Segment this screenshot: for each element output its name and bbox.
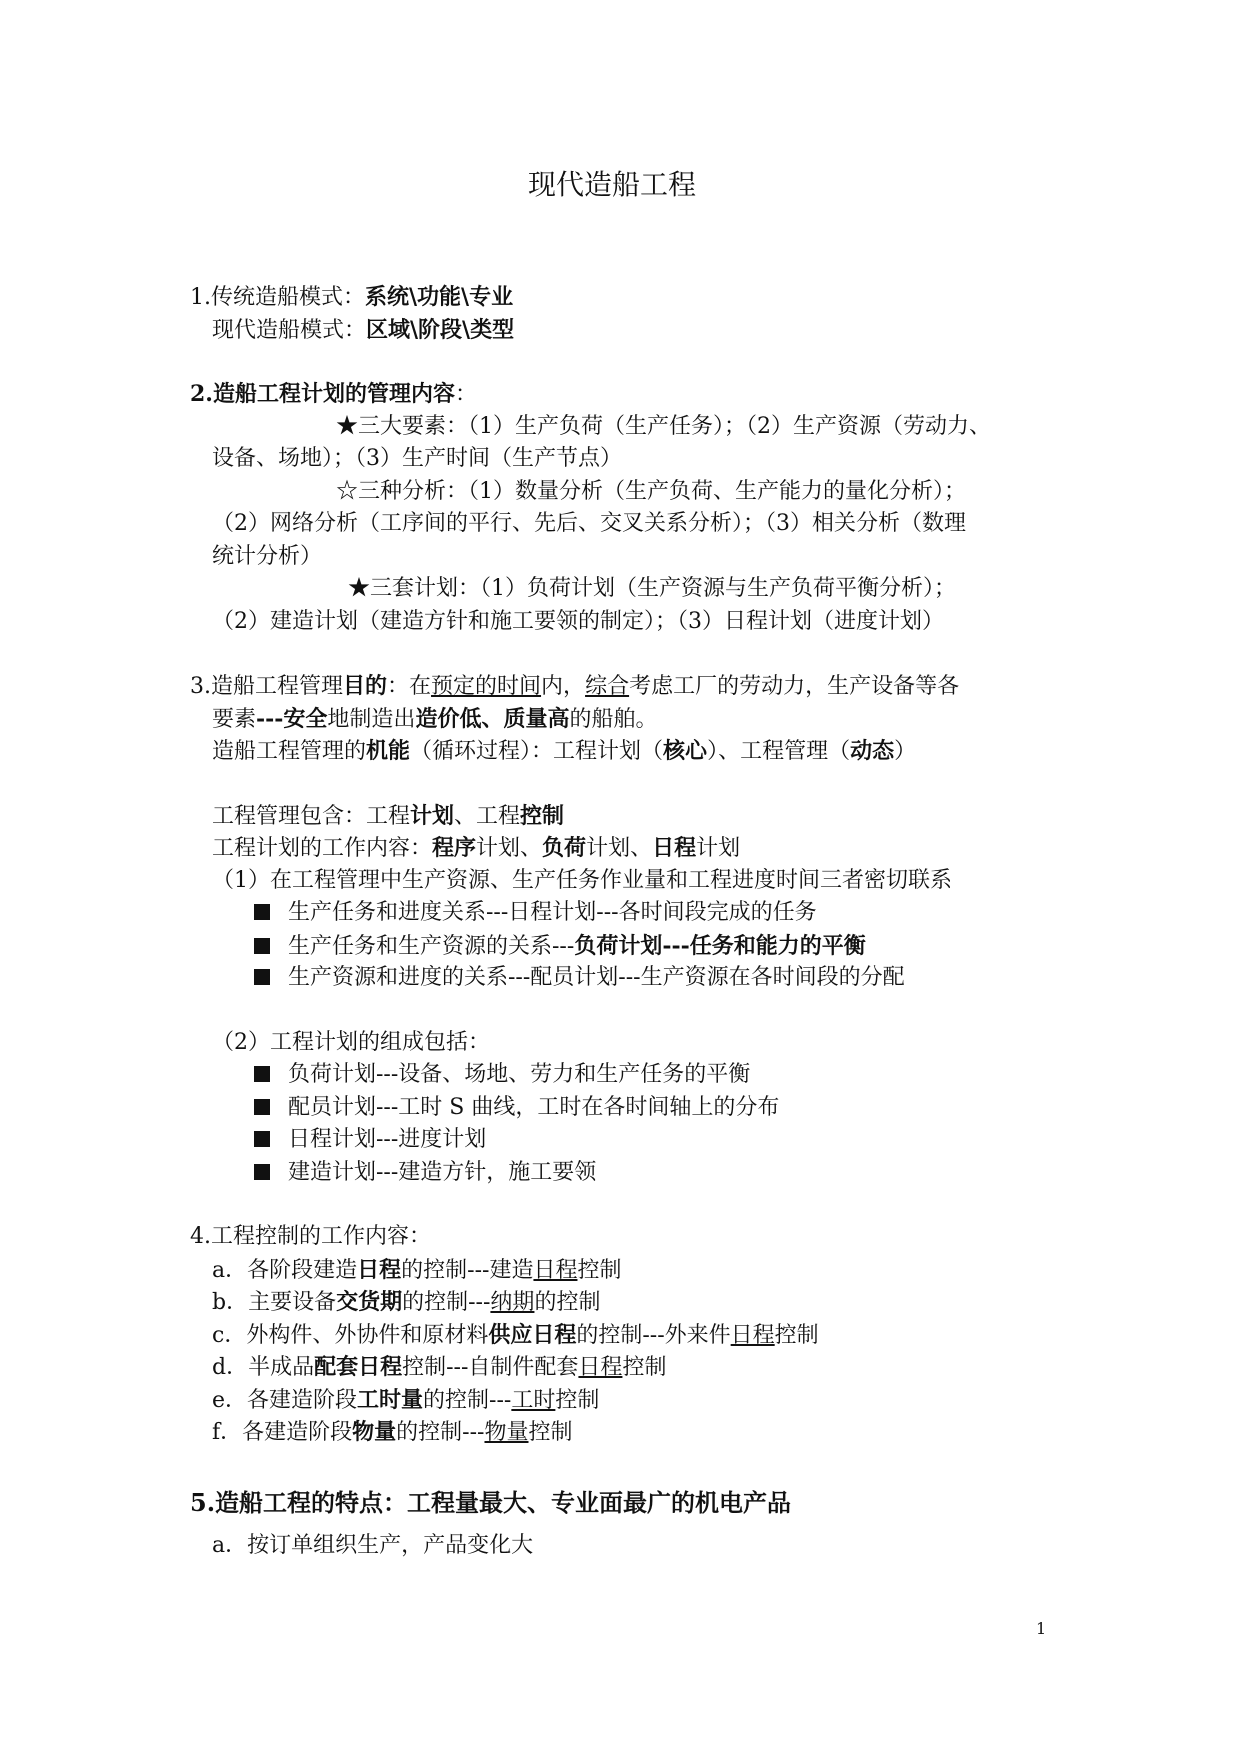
section-3-line-5: 工程计划的工作内容：程序计划、负荷计划、日程计划 [212,835,741,861]
section-2-elements-line-1: ★三大要素：（1）生产负荷（生产任务）；（2）生产资源（劳动力、 [336,414,991,439]
square-bullet-icon [254,1164,270,1180]
section-2-plans-line-1: ★三套计划：（1）负荷计划（生产资源与生产负荷平衡分析）； [348,576,956,601]
section-2-analysis-line-2: （2）网络分析（工序间的平行、先后、交叉关系分析）；（3）相关分析（数理 [212,511,966,536]
bullet-item: 生产资源和进度的关系---配员计划---生产资源在各时间段的分配 [254,962,905,994]
section-4-heading: 4.工程控制的工作内容： [190,1224,431,1249]
section-2-analysis-line-3: 统计分析） [212,544,323,569]
list-item: c．外构件、外协件和原材料供应日程的控制---外来件日程控制 [212,1322,819,1348]
page-number: 1 [1036,1619,1047,1638]
square-bullet-icon [254,1099,270,1115]
list-item: f．各建造阶段物量的控制---物量控制 [212,1419,573,1445]
section-2-elements-line-2: 设备、场地）；（3）生产时间（生产节点） [212,446,622,471]
section-3-line-6: （1）在工程管理中生产资源、生产任务作业量和工程进度时间三者密切联系 [212,868,952,893]
bullet-item: 生产任务和生产资源的关系---负荷计划---任务和能力的平衡 [254,930,866,962]
section-3-line-4: 工程管理包含：工程计划、工程控制 [212,803,565,829]
square-bullet-icon [254,904,270,920]
bullet-item: 日程计划---进度计划 [254,1124,486,1156]
section-3-line-1: 3.造船工程管理目的：在预定的时间内，综合考虑工厂的劳动力，生产设备等各 [190,673,960,699]
square-bullet-icon [254,1066,270,1082]
bullet-item: 建造计划---建造方针，施工要领 [254,1157,596,1189]
square-bullet-icon [254,1131,270,1147]
section-2-heading: 2.造船工程计划的管理内容： [190,381,477,407]
section-3-line-7: （2）工程计划的组成包括： [212,1030,490,1055]
list-item: e．各建造阶段工时量的控制---工时控制 [212,1387,600,1413]
section-2-plans-line-2: （2）建造计划（建造方针和施工要领的制定）；（3）日程计划（进度计划） [212,609,944,634]
list-item: d．半成品配套日程控制---自制件配套日程控制 [212,1354,667,1380]
bullet-item: 生产任务和进度关系---日程计划---各时间段完成的任务 [254,897,817,929]
list-item: a．各阶段建造日程的控制---建造日程控制 [212,1257,622,1283]
square-bullet-icon [254,969,270,985]
section-1-line-2: 现代造船模式：区域\阶段\类型 [212,317,515,343]
section-1-line-1: 1.传统造船模式：系统\功能\专业 [190,284,514,310]
section-3-line-2: 要素---安全地制造出造价低、质量高的船舶。 [212,706,658,732]
section-5-heading: 5.造船工程的特点：工程量最大、专业面最广的机电产品 [190,1488,792,1517]
list-item: a．按订单组织生产，产品变化大 [212,1533,534,1558]
bullet-item: 负荷计划---设备、场地、劳力和生产任务的平衡 [254,1059,750,1091]
page-title: 现代造船工程 [528,168,697,201]
square-bullet-icon [254,938,270,954]
list-item: b．主要设备交货期的控制---纳期的控制 [212,1289,601,1315]
bullet-item: 配员计划---工时 S 曲线，工时在各时间轴上的分布 [254,1092,779,1124]
section-2-analysis-line-1: ☆三种分析：（1）数量分析（生产负荷、生产能力的量化分析）； [336,479,966,504]
section-3-line-3: 造船工程管理的机能（循环过程）：工程计划（核心）、工程管理（动态） [212,738,917,764]
